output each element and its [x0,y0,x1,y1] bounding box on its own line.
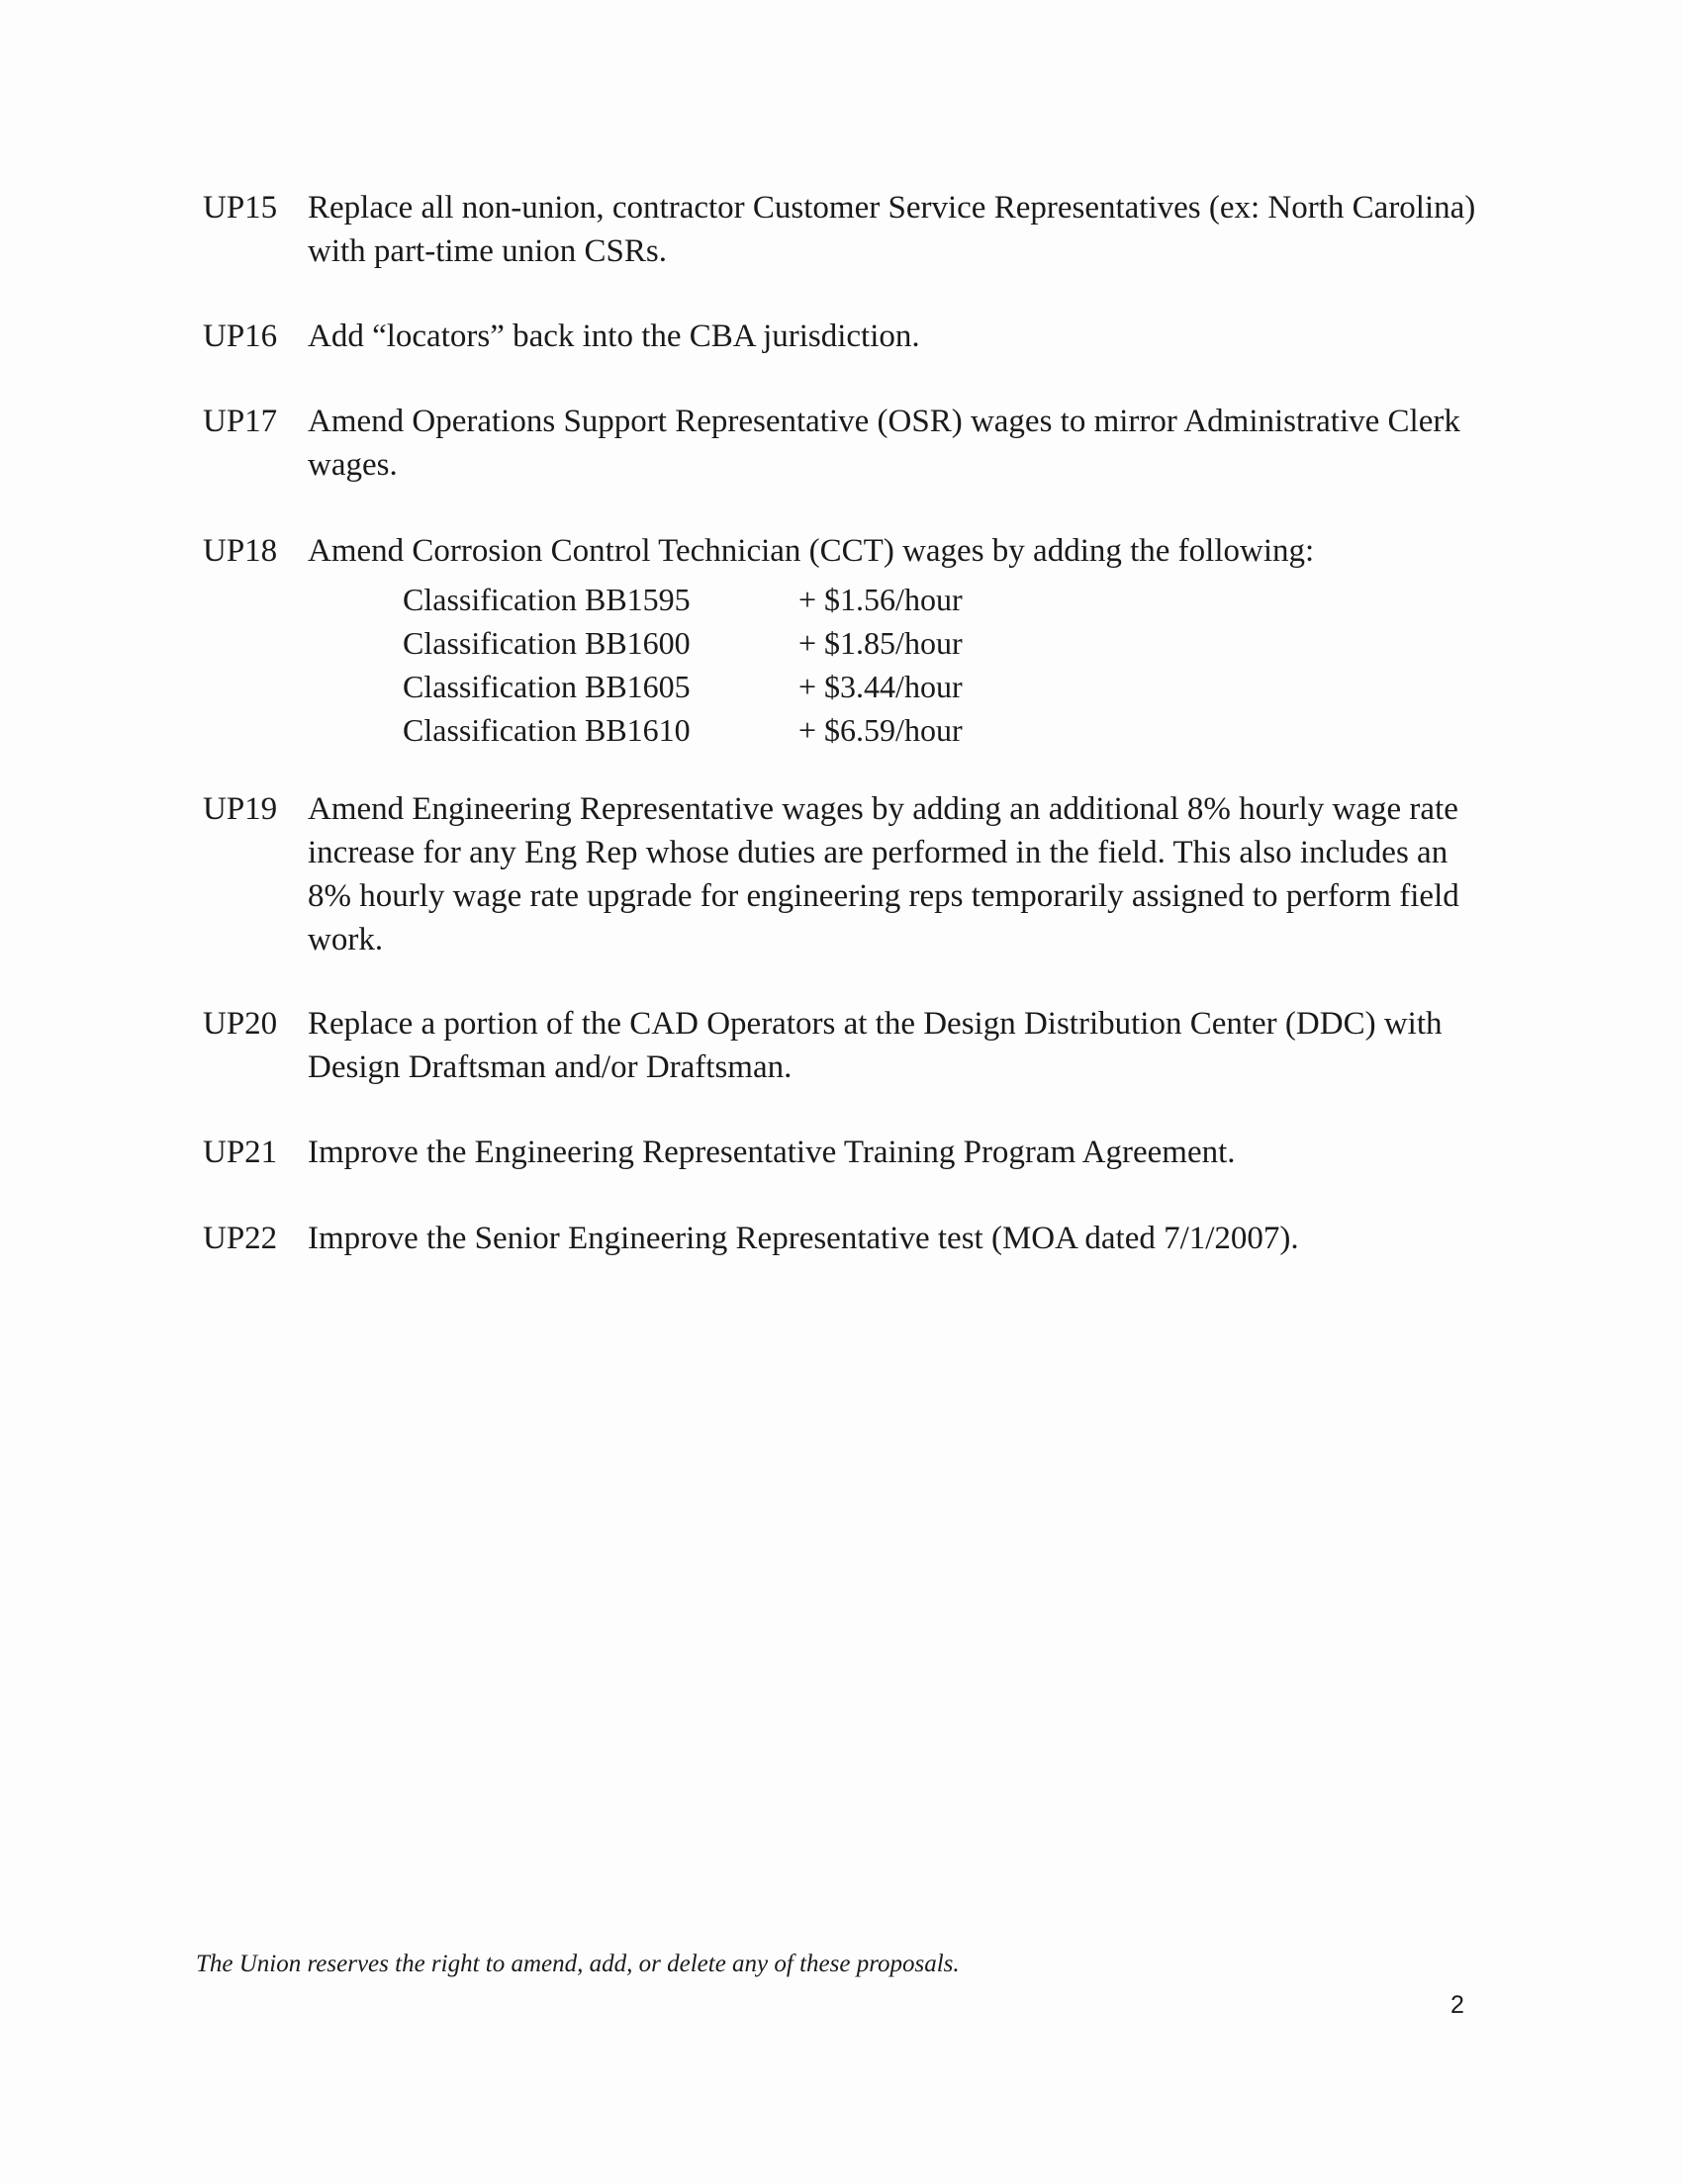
proposal-id: UP15 [203,190,278,226]
proposal-up18 [203,529,1489,573]
classification-name: Classification BB1605 [403,669,691,704]
proposal-text: Amend Corrosion Control Technician (CCT) wages by adding the following: [308,533,1315,569]
classification-row [403,665,1016,708]
footer-note: The Union reserves the right to amend, add, or delete any of these proposals. [196,1951,960,1977]
proposal-id: UP17 [203,404,278,439]
proposal-id: UP20 [203,1006,278,1042]
proposal-id: UP22 [203,1221,278,1256]
proposal-text: Amend Engineering Representative wages by adding an additional 8% hourly wage rate increase for any Eng Rep whose duties are performed in the field. This also includes an 8% hourly wage rate upgrade for engineering reps temporarily assigned to perform field work. [308,791,1459,957]
proposal-text: Amend Operations Support Representative (OSR) wages to mirror Administrative Clerk wages. [308,404,1460,483]
proposal-up17 [203,400,1489,487]
proposal-text: Improve the Senior Engineering Representative test (MOA dated 7/1/2007). [308,1221,1299,1256]
proposal-up16 [203,315,1489,358]
classification-row [403,621,1016,665]
classification-row [403,578,1016,621]
proposal-id: UP16 [203,318,278,354]
classification-increase: + $6.59/hour [798,712,963,748]
proposal-id: UP21 [203,1135,278,1170]
proposal-text: Replace all non-union, contractor Customer Service Representatives (ex: North Carolina) with part-time union CSRs. [308,190,1476,269]
proposal-text: Replace a portion of the CAD Operators at the Design Distribution Center (DDC) with Design Draftsman and/or Draftsman. [308,1006,1443,1085]
proposal-up15 [203,186,1489,273]
proposal-id: UP18 [203,533,278,569]
classification-name: Classification BB1600 [403,625,691,661]
proposal-up19 [203,787,1489,961]
proposal-text: Add “locators” back into the CBA jurisdiction. [308,318,920,354]
classification-increase: + $1.85/hour [798,625,963,661]
proposal-up20 [203,1002,1489,1089]
classification-table [403,578,1016,752]
proposal-up21 [203,1131,1489,1174]
page-number: 2 [1450,1991,1464,2019]
proposal-up22 [203,1217,1489,1260]
classification-row [403,708,1016,752]
proposal-id: UP19 [203,791,278,827]
classification-increase: + $3.44/hour [798,669,963,704]
proposal-text: Improve the Engineering Representative Training Program Agreement. [308,1135,1236,1170]
classification-name: Classification BB1610 [403,712,691,748]
classification-name: Classification BB1595 [403,582,691,617]
classification-increase: + $1.56/hour [798,582,963,617]
